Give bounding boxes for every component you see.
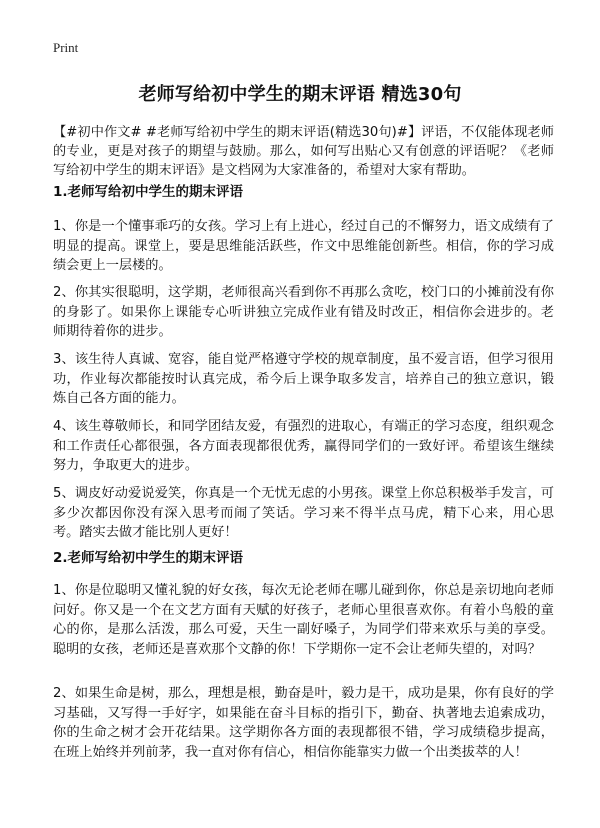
section-1-heading: 1.老师写给初中学生的期末评语: [53, 184, 244, 200]
section-1-item-4: 4、该生尊敬师长，和同学团结友爱，有强烈的进取心，有端正的学习态度，组织观念和工作责任心都很强，各方面表现都很优秀，赢得同学们的一致好评。希望该生继续努力，争取更大的进步。: [53, 419, 554, 473]
section-2-heading: 2.老师写给初中学生的期末评语: [53, 550, 244, 566]
section-1-item-5: 5、调皮好动爱说爱笑，你真是一个无忧无虑的小男孩。课堂上你总积极举手发言，可多少次都因你没有深入思考而闹了笑话。学习来不得半点马虎，精下心来，用心思考。踏实去做才能比别人更好！: [53, 486, 554, 540]
intro-paragraph: 【#初中作文# #老师写给初中学生的期末评语(精选30句)#】评语，不仅能体现老师的专业，更是对孩子的期望与鼓励。那么，如何写出贴心又有创意的评语呢？《老师写给初中学生的期末评语》是文档网为大家准备的，希望对大家有帮助。: [53, 125, 554, 178]
section-1-item-2: 2、你其实很聪明，这学期，老师很高兴看到你不再那么贪吃，校门口的小摊前没有你的身影了。如果你上课能专心听讲独立完成作业有错及时改正，相信你会进步的。老师期待着你的进步。: [53, 285, 554, 339]
document-title: 老师写给初中学生的期末评语 精选30句: [138, 84, 462, 105]
section-2-item-2: 2、如果生命是树，那么，理想是根，勤奋是叶，毅力是干，成功是果，你有良好的学习基础，又写得一手好字，如果能在奋斗目标的指引下，勤奋、执著地去追索成功，你的生命之树才会开花结果。这学期你各方面的表现都很不错，学习成绩稳步提高，在班上始终并列前茅，我一直对你有信心，相信你能靠实力做一个出类拔萃的人！: [53, 686, 554, 760]
section-1-item-3: 3、该生待人真诚、宽容，能自觉严格遵守学校的规章制度，虽不爱言语，但学习很用功，作业每次都能按时认真完成，希今后上课争取多发言，培养自己的独立意识，锻炼自己各方面的能力。: [53, 352, 554, 406]
print-link[interactable]: Print: [53, 40, 79, 55]
section-2-item-1: 1、你是位聪明又懂礼貌的好女孩，每次无论老师在哪儿碰到你，你总是亲切地向老师问好。你又是一个在文艺方面有天赋的好孩子，老师心里很喜欢你。有着小鸟般的童心的你，是那么活泼，那么可爱，天生一副好嗓子，为同学们带来欢乐与美的享受。聪明的女孩，老师还是喜欢那个文静的你！下学期你一定不会让老师失望的，对吗？: [53, 583, 554, 657]
section-1-item-1: 1、你是一个懂事乖巧的女孩。学习上有上进心，经过自己的不懈努力，语文成绩有了明显的提高。课堂上，要是思维能活跃些，作文中思维能创新些。相信，你的学习成绩会更上一层楼的。: [53, 219, 554, 273]
